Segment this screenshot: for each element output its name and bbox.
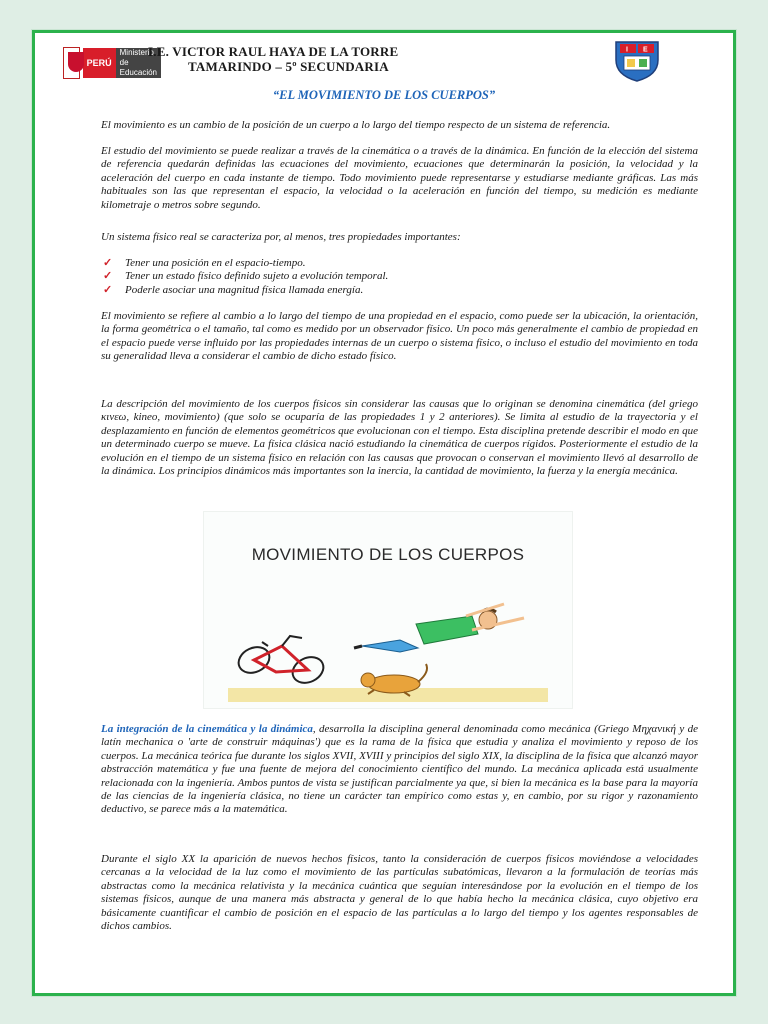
- paragraph-twentieth-century: Durante el siglo XX la aparición de nuevos hechos físicos, tanto la consideración de cuerpos físicos moviéndose a velocidades cercanas a la velocidad de la luz como el movimiento de las partículas subatómicas, llevaron a la formulación de teorías más abstractas como la mecánica relativista y la mecánica cuántica que seguían interesándose por la evolución en el tiempo de los sistemas físicos, aunque de una manera más abstracta y general de lo que había hecho la mecánica clásica, cuyo objetivo era básicamente cuantificar el cambio de posición en el espacio de las partículas a lo largo del tiempo y los agentes responsables de dichos cambios.: [101, 853, 698, 933]
- school-badge-icon: [612, 40, 662, 82]
- checkmark-icon: ✓: [103, 270, 113, 283]
- figure-title: MOVIMIENTO DE LOS CUERPOS: [251, 545, 525, 564]
- bicycle-icon: [234, 636, 327, 688]
- paragraph-properties-intro: Un sistema físico real se caracteriza por, al menos, tres propiedades importantes:: [101, 231, 461, 243]
- document-title: “EL MOVIMIENTO DE LOS CUERPOS”: [272, 88, 496, 102]
- school-grade: TAMARINDO – 5º SECUNDARIA: [188, 59, 389, 74]
- peru-coat-of-arms-icon: [63, 47, 80, 79]
- properties-list: [101, 257, 698, 297]
- mechanics-lead-phrase: La integración de la cinemática y la dinámica: [101, 723, 313, 735]
- school-name: I.E. VICTOR RAUL HAYA DE LA TORRE: [148, 44, 399, 59]
- paragraph-study: El estudio del movimiento se puede realizar a través de la cinemática o a través de la dinámica. En función de la elección del sistema de referencia quedarán definidas las ecuaciones del movimiento, ecuaciones que determinarán la posición, la velocidad y la aceleración del cuerpo en cada instante de tiempo. Todo movimiento puede representarse y estudiarse mediante gráficas. Las más habituales son las que representan el espacio, la velocidad o la aceleración en función del tiempo, su medición es mediante kilometraje o metros sobre segundo.: [101, 145, 698, 211]
- cyclist-fall-illustration: [204, 512, 572, 708]
- list-item: ✓ Poderle asociar una magnitud física llamada energía.: [103, 283, 364, 296]
- paragraph-movement-property: El movimiento se refiere al cambio a lo largo del tiempo de una propiedad en el espacio, como puede ser la ubicación, la orientación, la forma geométrica o el tamaño, tal como es medido por un observador físico. Un poco más generalmente el cambio de propiedad en el espacio puede verse influido por las propiedades internas de un cuerpo o sistema físico, o incluso el estudio del movimiento en toda su generalidad lleva a considerar el cambio de dicho estado físico.: [101, 310, 698, 363]
- paragraph-kinematics: La descripción del movimiento de los cuerpos físicos sin considerar las causas que lo originan se denomina cinemática (del griego κινεω, kineo, movimiento) (que solo se ocuparía de las propiedades 1 y 2 anteriores). Se limita al estudio de la trayectoria y el desplazamiento en función de elementos geométricos que evolucionan con el tiempo. Esta disciplina pretende describir el modo en que un determinado cuerpo se mueve. La física clásica nació estudiando la cinemática de cuerpos rígidos. Posteriormente el estudio de la evolución en el tiempo de un sistema físico en relación con las causas que provocan o conservan el movimiento llevó al desarrollo de la dinámica. Los principios dinámicos más importantes son la inercia, la cantidad de movimiento, la fuerza y la energía mecánica.: [101, 398, 698, 478]
- document-frame: [32, 30, 736, 996]
- paragraph-definition: El movimiento es un cambio de la posición de un cuerpo a lo largo del tiempo respecto de un sistema de referencia.: [101, 119, 611, 131]
- list-item: ✓ Tener una posición en el espacio-tiempo.: [103, 257, 306, 269]
- ministerio-educacion-logo: [63, 45, 161, 81]
- checkmark-icon: ✓: [103, 283, 113, 296]
- illustration-figure: [203, 511, 573, 709]
- logo-ministry-text: Ministerio de Educación: [116, 48, 161, 78]
- falling-person-icon: [354, 604, 524, 652]
- checkmark-icon: ✓: [103, 257, 113, 269]
- logo-peru-text: PERÚ: [83, 48, 116, 78]
- paragraph-mechanics: La integración de la cinemática y la dinámica, desarrolla la disciplina general denominada como mecánica (Griego Μηχανική y de latín mechanica o 'arte de construir máquinas') que es la rama de la física que estudia y analiza el movimiento y reposo de los cuerpos. La mecánica teórica fue durante los siglos XVII, XVIII y principios del siglo XIX, la disciplina de la física que alcanzó mayor abstracción matemática y fue una fuente de mejora del conocimiento científico del mundo. La mecánica aplicada está usualmente relacionada con la ingeniería. Ambos puntos de vista se justifican parcialmente ya que, si bien la mecánica es la base para la mayoría de las ciencias de la ingeniería clásica, no tiene un carácter tan empírico como estas y, en cambio, por su rigor y razonamiento deductivo, se parece más a la matemática.: [101, 723, 698, 816]
- svg-text:I: I: [626, 46, 628, 54]
- list-item: ✓ Tener un estado físico definido sujeto a evolución temporal.: [103, 270, 389, 283]
- svg-text:E: E: [643, 46, 648, 54]
